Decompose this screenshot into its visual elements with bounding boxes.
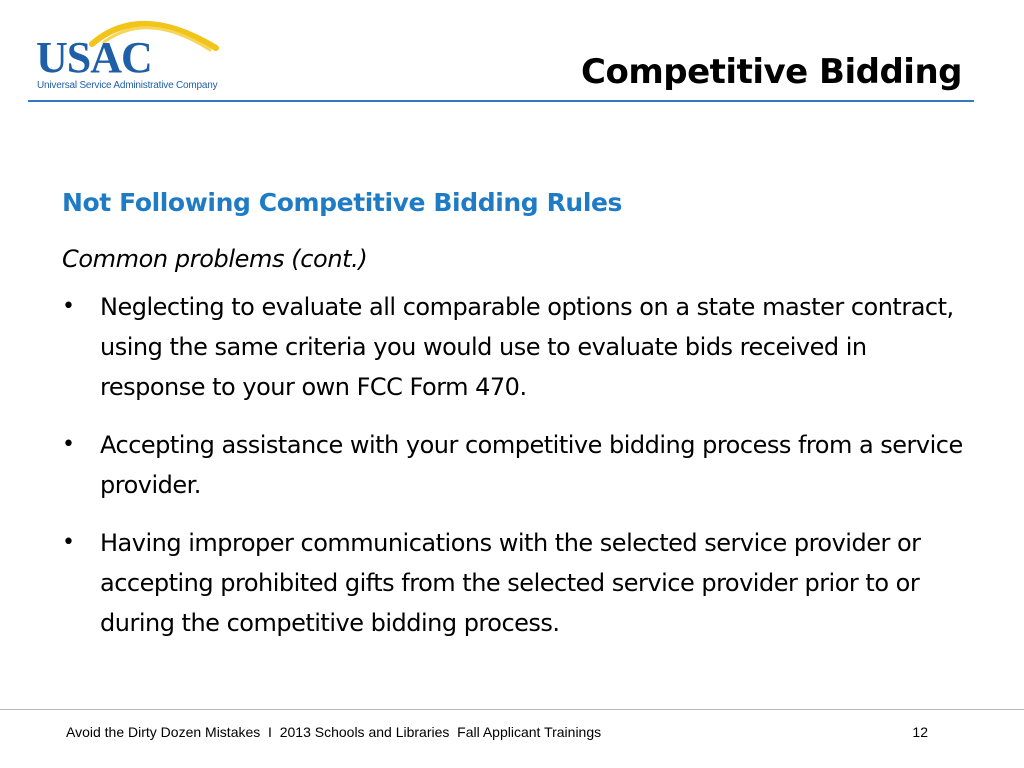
slide-title: Competitive Bidding [581,52,962,92]
title-divider [28,100,974,102]
lead-text: Common problems (cont.) [62,245,368,273]
bullet-list [62,287,972,643]
bullet-icon: • [62,294,75,320]
bullet-text: Having improper communications with the selected service provider or accepting prohibited gifts from the selected service provider prior to or during the competitive bidding process. [100,529,921,638]
bullet-item [62,523,972,643]
bullet-text: Neglecting to evaluate all comparable options on a state master contract, using the same criteria you would use to evaluate bids received in response to your own FCC Form 470. [100,293,954,402]
bullet-item [62,287,972,407]
footer-divider [0,709,1024,710]
slide-content [62,188,972,661]
bullet-item [62,425,972,505]
logo-tagline: Universal Service Administrative Company [37,80,218,91]
logo-wordmark: USAC [36,33,152,82]
bullet-icon: • [62,432,75,458]
page-number: 12 [912,724,928,740]
bullet-icon: • [62,530,75,556]
footer-text: Avoid the Dirty Dozen Mistakes I 2013 Schools and Libraries Fall Applicant Trainings [66,724,602,740]
section-heading: Not Following Competitive Bidding Rules [62,188,623,217]
usac-logo [30,14,230,94]
bullet-text: Accepting assistance with your competitive bidding process from a service provider. [100,431,963,500]
